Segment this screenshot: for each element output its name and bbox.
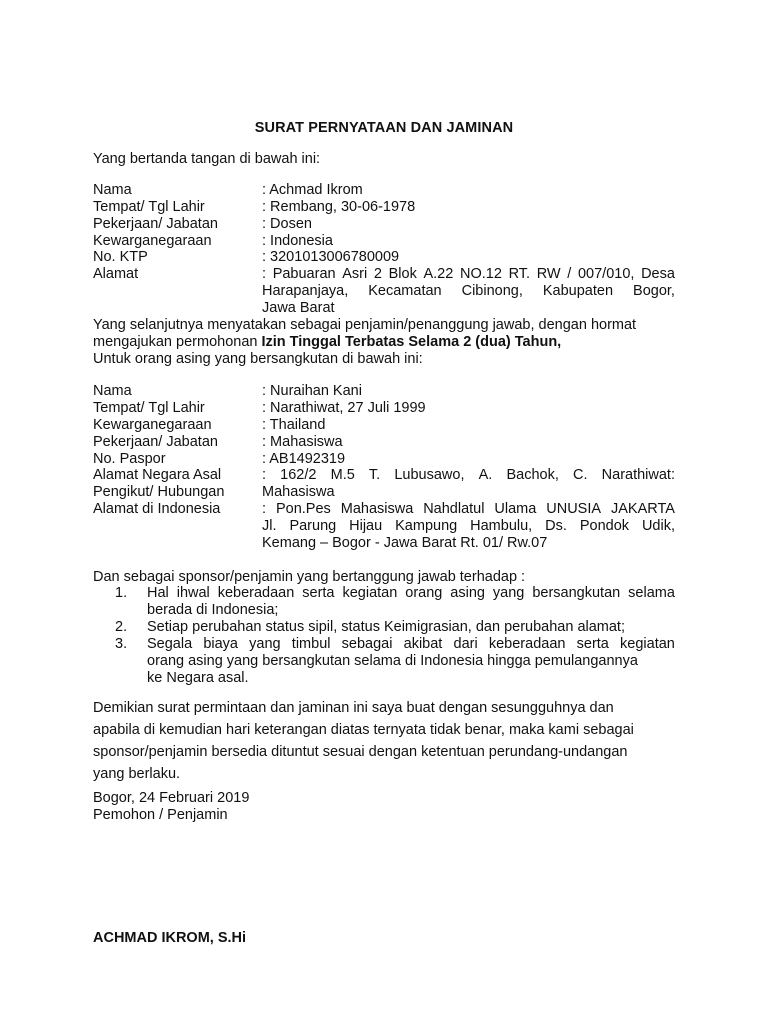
word: Ds. xyxy=(545,518,567,534)
word: RW xyxy=(536,266,561,282)
foreigner-citizenship-value: : Thailand xyxy=(262,417,326,433)
list-item-1-line-2: berada di Indonesia; xyxy=(147,602,279,618)
guarantor-job-value: : Dosen xyxy=(262,216,312,232)
word: serta xyxy=(302,585,335,601)
word: Hal xyxy=(147,585,169,601)
word: Bachok, xyxy=(506,467,559,483)
intro-text: Yang bertanda tangan di bawah ini: xyxy=(93,151,321,167)
word: A.22 xyxy=(423,266,454,282)
signer-role: Pemohon / Penjamin xyxy=(93,807,228,823)
word: Pondok xyxy=(579,518,630,534)
word: Blok xyxy=(388,266,417,282)
foreigner-passport-value: : AB1492319 xyxy=(262,451,346,467)
foreigner-name-label: Nama xyxy=(93,383,132,399)
word: Udik, xyxy=(641,518,675,534)
indo-address-line-1 xyxy=(262,501,675,518)
word: A. xyxy=(478,467,493,483)
foreigner-name-value: : Nuraihan Kani xyxy=(262,383,362,399)
word: biaya xyxy=(203,636,238,652)
word: keberadaan xyxy=(217,585,295,601)
word: Asri xyxy=(342,266,368,282)
word: selama xyxy=(628,585,675,601)
list-item-line xyxy=(147,636,675,653)
closing-line-4: yang berlaku. xyxy=(93,766,181,782)
word: : xyxy=(262,501,267,517)
sponsor-intro: Dan sebagai sponsor/penjamin yang bertanggung jawab terhadap : xyxy=(93,569,526,585)
guarantor-birth-value: : Rembang, 30-06-1978 xyxy=(262,199,416,215)
statement-line-1: Yang selanjutnya menyatakan sebagai penjamin/penanggung jawab, dengan hormat xyxy=(93,317,637,333)
word: Segala xyxy=(147,636,193,652)
word: kegiatan xyxy=(620,636,675,652)
guarantor-job-label: Pekerjaan/ Jabatan xyxy=(93,216,218,232)
list-item xyxy=(93,636,675,687)
statement-paragraph xyxy=(93,317,675,368)
word: Pon.Pes xyxy=(275,501,331,517)
word: timbul xyxy=(291,636,331,652)
guarantor-ktp-label: No. KTP xyxy=(93,249,148,265)
document-title: SURAT PERNYATAAN DAN JAMINAN xyxy=(254,120,514,136)
word: asing xyxy=(450,585,485,601)
list-item-2-line-1: Setiap perubahan status sipil, status Keimigrasian, dan perubahan alamat; xyxy=(147,619,625,635)
word: Hambulu, xyxy=(470,518,533,534)
word: bersangkutan xyxy=(532,585,621,601)
guarantor-address-line-2 xyxy=(262,283,675,300)
list-item-line xyxy=(147,585,675,602)
foreigner-origin-line xyxy=(262,467,675,484)
list-item-3-line-2: orang asing yang bersangkutan selama di Indonesia hingga pemulangannya xyxy=(147,653,638,669)
word: Narathiwat: xyxy=(601,467,675,483)
list-item-3-line-3: ke Negara asal. xyxy=(147,670,249,686)
guarantor-citizenship-value: : Indonesia xyxy=(262,233,333,249)
list-item-number: 1. xyxy=(115,585,128,601)
foreigner-origin-label: Alamat Negara Asal xyxy=(93,467,222,483)
word: serta xyxy=(576,636,609,652)
word: / xyxy=(567,266,572,282)
statement-line-2 xyxy=(93,334,675,351)
foreigner-birth-label: Tempat/ Tgl Lahir xyxy=(93,400,205,416)
indo-address-line-3: Kemang – Bogor - Jawa Barat Rt. 01/ Rw.07 xyxy=(262,535,548,551)
word: M.5 xyxy=(330,467,355,483)
permit-request-bold: Izin Tinggal Terbatas Selama 2 (dua) Tahun, xyxy=(261,334,562,350)
guarantor-citizenship-label: Kewarganegaraan xyxy=(93,233,212,249)
closing-paragraph xyxy=(93,697,675,785)
word: sebagai xyxy=(341,636,393,652)
closing-line-3: sponsor/penjamin bersedia dituntut sesuai dengan ketentuan perundang-undangan xyxy=(93,744,628,760)
word: Kampung xyxy=(395,518,458,534)
word: kegiatan xyxy=(342,585,398,601)
list-item-number: 2. xyxy=(115,619,128,635)
signer-name: ACHMAD IKROM, S.Hi xyxy=(93,930,247,946)
list-item xyxy=(93,619,675,636)
word: : xyxy=(262,266,267,282)
word: RT. xyxy=(508,266,531,282)
foreigner-relation-label: Pengikut/ Hubungan xyxy=(93,484,225,500)
word: 162/2 xyxy=(280,467,317,483)
word: : xyxy=(262,467,267,483)
word: Mahasiswa xyxy=(340,501,414,517)
word: Parung xyxy=(289,518,337,534)
statement-line-2-prefix: mengajukan permohonan xyxy=(93,334,262,350)
guarantor-address-line-3: Jawa Barat xyxy=(262,300,335,316)
word: 2 xyxy=(373,266,382,282)
place-date: Bogor, 24 Februari 2019 xyxy=(93,790,250,806)
word: keberadaan xyxy=(488,636,566,652)
word: C. xyxy=(573,467,588,483)
word: orang xyxy=(405,585,443,601)
foreigner-origin-value xyxy=(262,467,675,484)
word: Kabupaten xyxy=(542,283,614,299)
guarantor-ktp-value: : 3201013006780009 xyxy=(262,249,400,265)
word: JAKARTA xyxy=(610,501,675,517)
word: Harapanjaya, xyxy=(262,283,349,299)
word: Desa xyxy=(641,266,675,282)
guarantor-address-label: Alamat xyxy=(93,266,139,282)
foreigner-indo-address-label: Alamat di Indonesia xyxy=(93,501,221,517)
word: yang xyxy=(249,636,281,652)
guarantor-address-line-1 xyxy=(262,266,675,283)
word: Nahdlatul xyxy=(423,501,485,517)
foreigner-citizenship-label: Kewarganegaraan xyxy=(93,417,212,433)
foreigner-passport-label: No. Paspor xyxy=(93,451,166,467)
list-item xyxy=(93,585,675,619)
closing-line-2: apabila di kemudian hari keterangan diatas ternyata tidak benar, maka kami sebagai xyxy=(93,722,634,738)
word: Kecamatan xyxy=(368,283,442,299)
foreigner-birth-value: : Narathiwat, 27 Juli 1999 xyxy=(262,400,426,416)
word: Ulama xyxy=(494,501,537,517)
word: Pabuaran xyxy=(272,266,336,282)
foreigner-indo-address-value xyxy=(262,501,675,552)
foreigner-job-value: : Mahasiswa xyxy=(262,434,343,450)
guarantor-birth-label: Tempat/ Tgl Lahir xyxy=(93,199,205,215)
word: NO.12 xyxy=(459,266,502,282)
responsibility-list xyxy=(93,585,675,687)
closing-line-1: Demikian surat permintaan dan jaminan ini saya buat dengan sesungguhnya dan xyxy=(93,700,614,716)
word: dari xyxy=(453,636,478,652)
word: Hijau xyxy=(349,518,383,534)
word: Lubusawo, xyxy=(394,467,465,483)
word: UNUSIA xyxy=(546,501,602,517)
word: Jl. xyxy=(262,518,277,534)
foreigner-relation-value: Mahasiswa xyxy=(262,484,335,500)
word: Bogor, xyxy=(633,283,675,299)
word: akibat xyxy=(403,636,443,652)
statement-line-3: Untuk orang asing yang bersangkutan di bawah ini: xyxy=(93,351,423,367)
word: Cibinong, xyxy=(461,283,523,299)
guarantor-name-label: Nama xyxy=(93,182,132,198)
guarantor-address-value xyxy=(262,266,675,317)
word: T. xyxy=(368,467,381,483)
word: yang xyxy=(492,585,525,601)
indo-address-line-2 xyxy=(262,518,675,535)
word: ihwal xyxy=(176,585,210,601)
guarantor-name-value: : Achmad Ikrom xyxy=(262,182,363,198)
list-item-number: 3. xyxy=(115,636,128,652)
word: 007/010, xyxy=(577,266,635,282)
foreigner-job-label: Pekerjaan/ Jabatan xyxy=(93,434,218,450)
